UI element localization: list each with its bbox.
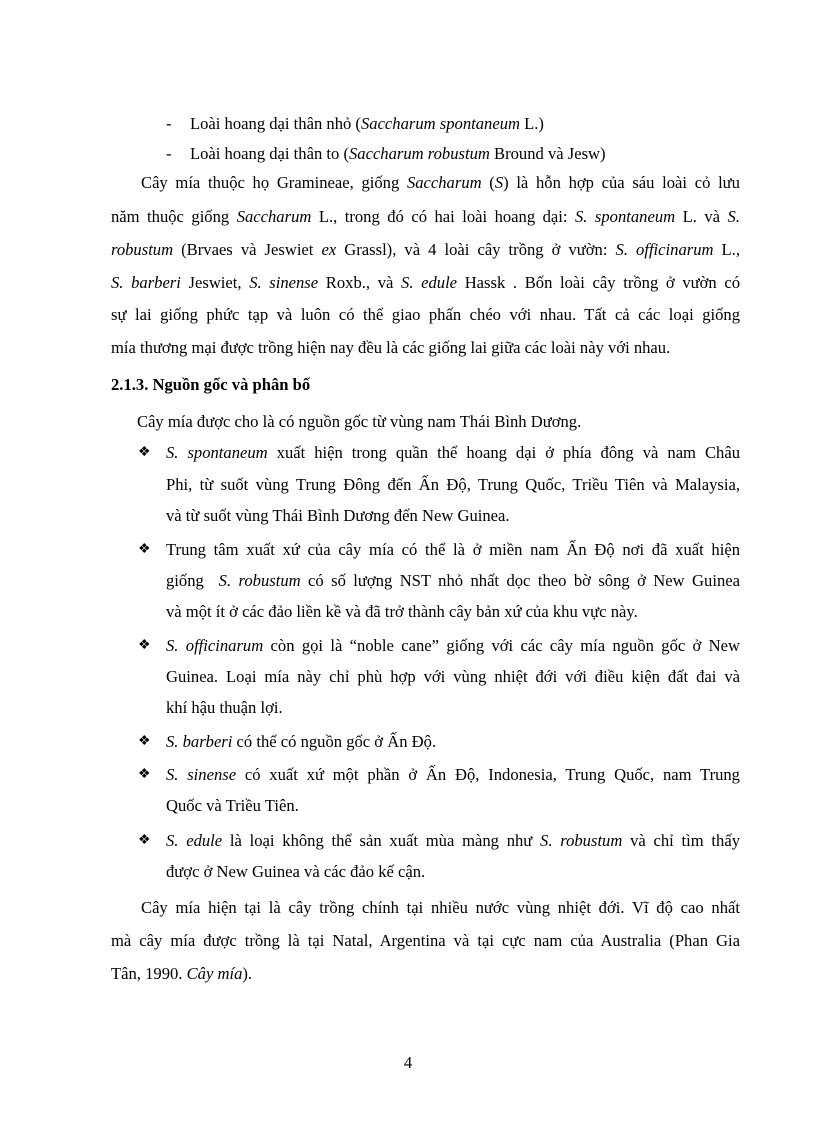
species-name: Saccharum robustum xyxy=(348,144,490,163)
bullet-line: Trung tâm xuất xứ của cây mía có thể là ở miền nam Ấn Độ nơi đã xuất hiện xyxy=(166,540,740,559)
bullet-line: S. edule là loại không thể sản xuất mùa màng như S. robustum và chỉ tìm thấy xyxy=(166,831,741,850)
bullet-line: và một ít ở các đảo liền kề và đã trở thành cây bản xứ của khu vực này. xyxy=(166,602,638,621)
diamond-star-bullet-icon: ❖ xyxy=(138,833,151,848)
paragraph-line: năm thuộc giống Saccharum L., trong đó có hai loài hoang dại: S. spontaneum L. và S. xyxy=(111,207,740,226)
bullet-line: khí hậu thuận lợi. xyxy=(166,698,283,717)
bullet-line: Quốc và Triều Tiên. xyxy=(166,796,299,815)
bullet-line: và từ suốt vùng Thái Bình Dương đến New Guinea. xyxy=(166,506,510,525)
bullet-line: S. officinarum còn gọi là “noble cane” giống với các cây mía nguồn gốc ở New xyxy=(166,636,740,655)
diamond-star-bullet-icon: ❖ xyxy=(138,734,151,749)
section-heading: 2.1.3. Nguồn gốc và phân bố xyxy=(111,375,311,394)
dash-marker: - xyxy=(166,144,172,163)
paragraph-line: Cây mía thuộc họ Gramineae, giống Saccharum (S) là hỗn hợp của sáu loài cỏ lưu xyxy=(141,173,740,192)
bullet-line: Phi, từ suốt vùng Trung Đông đến Ấn Độ, Trung Quốc, Triều Tiên và Malaysia, xyxy=(166,475,740,494)
text: Loài hoang dại thân nhỏ ( xyxy=(190,114,361,133)
paragraph-line: robustum (Brvaes và Jeswiet ex Grassl), và 4 loài cây trồng ở vườn: S. officinarum L., xyxy=(111,240,740,259)
bullet-line: giống S. robustum có số lượng NST nhỏ nhất dọc theo bờ sông ở New Guinea xyxy=(166,571,740,590)
species-name: Saccharum spontaneum xyxy=(360,114,520,133)
diamond-star-bullet-icon: ❖ xyxy=(138,445,151,460)
paragraph-line: sự lai giống phức tạp và luôn có thể giao phấn chéo với nhau. Tất cả các loại giống xyxy=(111,305,740,324)
bullet-line: được ở New Guinea và các đảo kế cận. xyxy=(166,862,426,881)
diamond-star-bullet-icon: ❖ xyxy=(138,542,151,557)
dash-marker: - xyxy=(166,114,172,133)
bullet-line: S. spontaneum xuất hiện trong quần thể hoang dại ở phía đông và nam Châu xyxy=(166,443,740,462)
bullet-line: S. sinense có xuất xứ một phần ở Ấn Độ, Indonesia, Trung Quốc, nam Trung xyxy=(166,765,740,784)
diamond-star-bullet-icon: ❖ xyxy=(138,638,151,653)
bullet-line: Guinea. Loại mía này chỉ phù hợp với vùng nhiệt đới với điều kiện đất đai và xyxy=(166,667,740,686)
paragraph-line: Cây mía hiện tại là cây trồng chính tại nhiều nước vùng nhiệt đới. Vĩ độ cao nhất xyxy=(141,898,740,917)
intro-line: Cây mía được cho là có nguồn gốc từ vùng nam Thái Bình Dương. xyxy=(137,412,582,431)
paragraph-line: mía thương mại được trồng hiện nay đều là các giống lai giữa các loài này với nhau. xyxy=(111,338,671,357)
page-number: 4 xyxy=(403,1053,413,1072)
text: Bround và Jesw) xyxy=(489,144,606,163)
text: L.) xyxy=(519,114,544,133)
bullet-line: S. barberi có thể có nguồn gốc ở Ấn Độ. xyxy=(166,732,437,751)
paragraph-line: mà cây mía được trồng là tại Natal, Argentina và tại cực nam của Australia (Phan Gia xyxy=(111,931,740,950)
paragraph-line: Tân, 1990. Cây mía). xyxy=(111,964,253,983)
diamond-star-bullet-icon: ❖ xyxy=(138,767,151,782)
text: Loài hoang dại thân to ( xyxy=(190,144,349,163)
paragraph-line: S. barberi Jeswiet, S. sinense Roxb., và S. edule Hassk . Bốn loài cây trồng ở vườn có xyxy=(111,273,740,292)
